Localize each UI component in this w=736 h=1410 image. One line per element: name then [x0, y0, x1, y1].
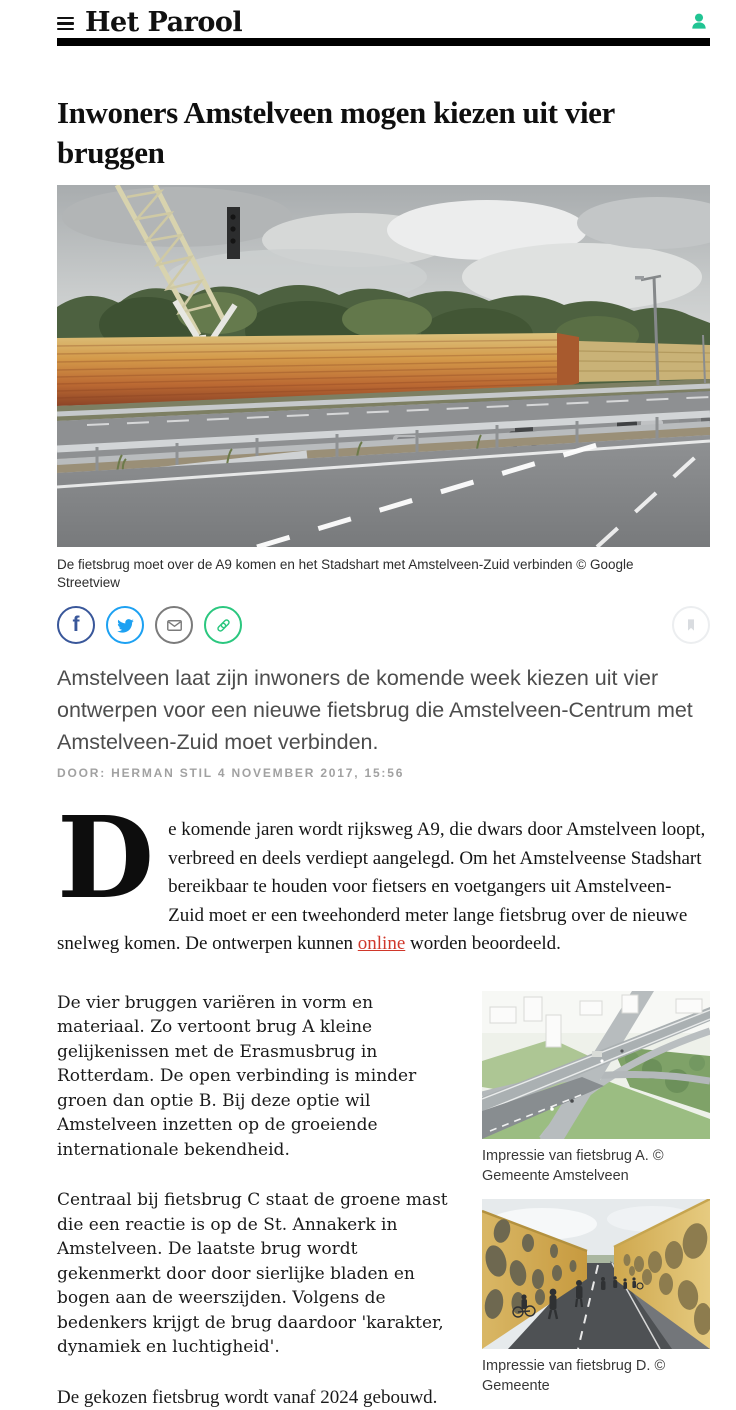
byline: DOOR: HERMAN STIL 4 NOVEMBER 2017, 15:56 [57, 766, 736, 780]
image-column [482, 991, 710, 1410]
bookmark-icon [682, 616, 700, 634]
paragraph-3: Centraal bij fietsbrug C staat de groene mast die een reactie is op de St. Annakerk in Amstelveen. De laatste brug wordt gekenmerkt door door sierlijke bladen en bogen aan de weerszijden. Volgens de bedenkers krijgt de brug daardoor 'karakter, dynamiek en luchtigheid'. [57, 1188, 462, 1360]
facebook-icon: f [73, 613, 80, 637]
brand-logo[interactable]: Het Parool [85, 7, 242, 38]
email-share-button[interactable] [155, 606, 193, 644]
hero-caption: De fietsbrug moet over de A9 komen en het Stadshart met Amstelveen-Zuid verbinden © Google Streetview [57, 556, 697, 592]
facebook-share-button[interactable] [57, 606, 95, 644]
hero-illustration [57, 185, 710, 547]
bookmark-button[interactable] [672, 606, 710, 644]
link-share-button[interactable] [204, 606, 242, 644]
header-rule [57, 38, 710, 46]
link-icon [214, 616, 233, 635]
bridge-d-caption: Impressie van fietsbrug D. © Gemeente [482, 1356, 710, 1396]
body-columns [57, 991, 710, 1410]
article-intro: Amstelveen laat zijn inwoners de komende week kiezen uit vier ontwerpen voor een nieuwe fietsbrug die Amstelveen-Centrum met Amstelveen-Zuid moet verbinden. [57, 662, 702, 758]
online-link[interactable]: online [358, 933, 406, 954]
bridge-d-illustration [482, 1199, 710, 1349]
inline-image-bridge-a [482, 991, 710, 1139]
paragraph-tail: worden beoordeeld. [405, 933, 561, 954]
twitter-icon [116, 616, 135, 635]
inline-image-bridge-d [482, 1199, 710, 1349]
twitter-share-button[interactable] [106, 606, 144, 644]
bridge-a-caption: Impressie van fietsbrug A. © Gemeente Amstelveen [482, 1146, 710, 1186]
hamburger-icon[interactable] [57, 17, 74, 31]
bridge-a-illustration [482, 991, 710, 1139]
person-icon[interactable] [688, 11, 710, 33]
paragraph-2: De vier bruggen variëren in vorm en materiaal. Zo vertoont brug A kleine gelijkenissen met de Erasmusbrug in Rotterdam. De open verbinding is minder groen dan optie B. Bij deze optie wil Amstelveen inzetten op de groeiende internationale bekendheid. [57, 991, 462, 1163]
paragraph-text: e komende jaren wordt rijksweg A9, die dwars door Amstelveen loopt, verbreed en deels verdiept aangelegd. Om het Amstelveense Stadshart bereikbaar te houden voor fietsers en voetgangers uit Amstelveen-Zuid moet er een tweehonderd meter lange fietsbrug over de nieuwe snelweg komen. De ontwerpen kunnen [57, 819, 705, 954]
article-headline: Inwoners Amstelveen mogen kiezen uit vier bruggen [57, 93, 705, 173]
paragraph-dropcap [57, 816, 707, 959]
hero-image [57, 185, 710, 547]
site-header [57, 0, 710, 36]
drop-cap: D [57, 816, 168, 902]
share-row [57, 606, 710, 644]
person-icon-svg [688, 11, 710, 33]
text-column [57, 991, 469, 1410]
paragraph-4: De gekozen fietsbrug wordt vanaf 2024 gebouwd. [57, 1386, 462, 1410]
mail-icon [165, 616, 184, 635]
